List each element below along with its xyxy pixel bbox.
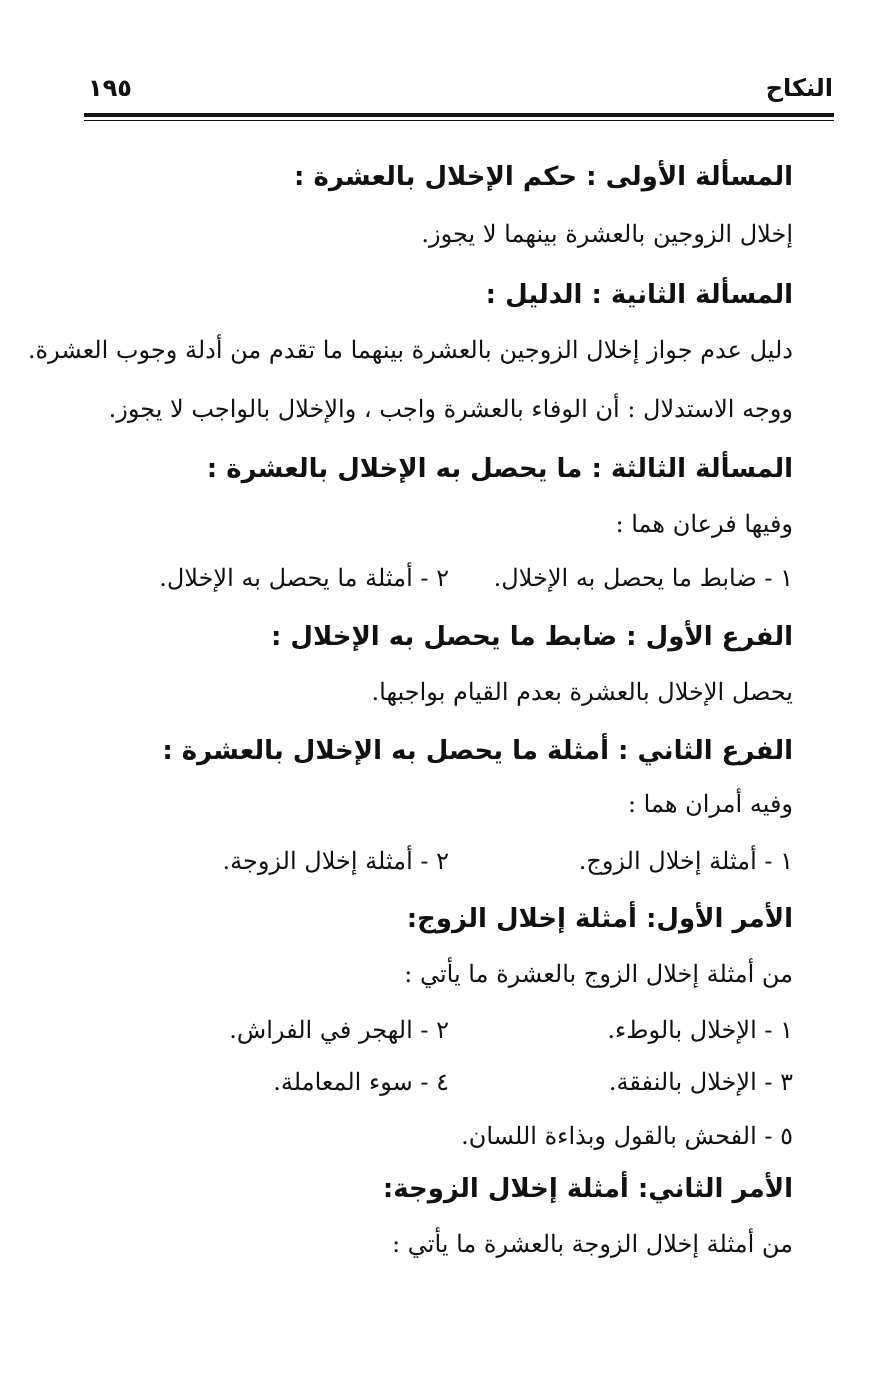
list-item: ٢ - أمثلة ما يحصل به الإخلال.: [159, 564, 449, 592]
section-heading-1: المسألة الأولى : حكم الإخلال بالعشرة :: [294, 162, 793, 192]
matter-heading-2: الأمر الثاني: أمثلة إخلال الزوجة:: [382, 1174, 793, 1204]
paragraph: من أمثلة إخلال الزوجة بالعشرة ما يأتي :: [392, 1230, 793, 1258]
list-item: ٢ - الهجر في الفراش.: [229, 1016, 449, 1044]
list-item: ٤ - سوء المعاملة.: [273, 1068, 449, 1096]
matter-heading-1: الأمر الأول: أمثلة إخلال الزوج:: [406, 904, 793, 934]
list-item: ١ - الإخلال بالوطء.: [607, 1016, 793, 1044]
section-heading-3: المسألة الثالثة : ما يحصل به الإخلال بالعشرة :: [206, 454, 793, 484]
running-header-title: النكاح: [765, 74, 833, 102]
paragraph: يحصل الإخلال بالعشرة بعدم القيام بواجبها.: [371, 678, 793, 706]
paragraph: ووجه الاستدلال : أن الوفاء بالعشرة واجب ، والإخلال بالواجب لا يجوز.: [108, 395, 793, 423]
list-item: ٣ - الإخلال بالنفقة.: [608, 1068, 793, 1096]
paragraph: إخلال الزوجين بالعشرة بينهما لا يجوز.: [421, 220, 793, 248]
branch-heading-2: الفرع الثاني : أمثلة ما يحصل به الإخلال بالعشرة :: [162, 736, 793, 766]
list-item: ٥ - الفحش بالقول وبذاءة اللسان.: [461, 1122, 793, 1150]
list-item: ١ - ضابط ما يحصل به الإخلال.: [493, 564, 793, 592]
header-rule-thin: [84, 120, 834, 121]
header-rule-thick: [84, 113, 834, 117]
list-item: ٢ - أمثلة إخلال الزوجة.: [222, 847, 449, 875]
branch-heading-1: الفرع الأول : ضابط ما يحصل به الإخلال :: [270, 622, 793, 652]
paragraph: وفيها فرعان هما :: [615, 510, 793, 538]
paragraph: دليل عدم جواز إخلال الزوجين بالعشرة بينهما ما تقدم من أدلة وجوب العشرة.: [27, 336, 793, 364]
paragraph: وفيه أمران هما :: [627, 790, 793, 818]
paragraph: من أمثلة إخلال الزوج بالعشرة ما يأتي :: [404, 960, 793, 988]
list-item: ١ - أمثلة إخلال الزوج.: [578, 847, 793, 875]
page-number: ١٩٥: [88, 74, 132, 102]
section-heading-2: المسألة الثانية : الدليل :: [485, 280, 793, 310]
